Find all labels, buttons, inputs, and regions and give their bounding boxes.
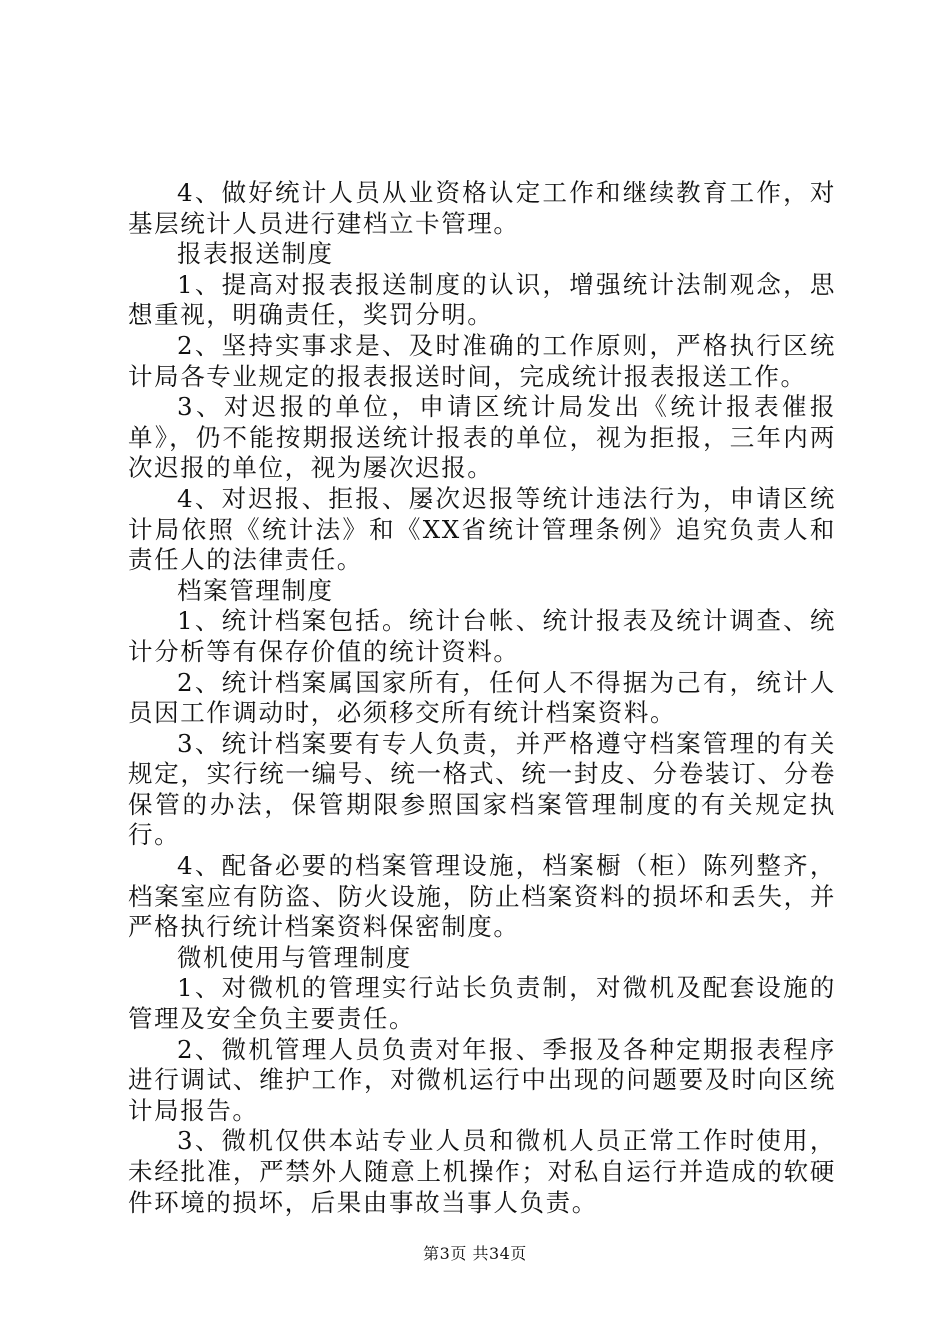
section-heading-report-submission: 报表报送制度 — [177, 239, 334, 269]
paragraph-archive-item-1: 1、统计档案包括。统计台帐、统计报表及统计调查、统计分析等有保存价值的统计资料。 — [128, 606, 836, 666]
section-heading-archive-management: 档案管理制度 — [177, 575, 334, 605]
section-heading-computer-management: 微机使用与管理制度 — [177, 942, 412, 972]
paragraph-report-item-3: 3、对迟报的单位，申请区统计局发出《统计报表催报单》，仍不能按期报送统计报表的单位，视为拒报，三年内两次迟报的单位，视为屡次迟报。 — [128, 392, 836, 483]
paragraph-archive-item-3: 3、统计档案要有专人负责，并严格遵守档案管理的有关规定，实行统一编号、统一格式、统一封皮、分卷装订、分卷保管的办法，保管期限参照国家档案管理制度的有关规定执行。 — [128, 728, 836, 850]
document-body — [128, 178, 836, 1218]
paragraph-computer-item-2: 2、微机管理人员负责对年报、季报及各种定期报表程序进行调试、维护工作，对微机运行中出现的问题要及时向区统计局报告。 — [128, 1034, 836, 1125]
page-number-footer: 第3页 共34页 — [423, 1244, 527, 1263]
paragraph-archive-item-4: 4、配备必要的档案管理设施，档案橱（柜）陈列整齐，档案室应有防盗、防火设施，防止档案资料的损坏和丢失，并严格执行统计档案资料保密制度。 — [128, 851, 836, 942]
paragraph-cert-item-4: 4、做好统计人员从业资格认定工作和继续教育工作，对基层统计人员进行建档立卡管理。 — [128, 178, 836, 238]
paragraph-computer-item-3: 3、微机仅供本站专业人员和微机人员正常工作时使用，未经批准，严禁外人随意上机操作；对私自运行并造成的软硬件环境的损坏，后果由事故当事人负责。 — [128, 1126, 836, 1217]
paragraph-report-item-4: 4、对迟报、拒报、屡次迟报等统计违法行为，申请区统计局依照《统计法》和《XX省统计管理条例》追究负责人和责任人的法律责任。 — [128, 483, 836, 575]
paragraph-archive-item-2: 2、统计档案属国家所有，任何人不得据为己有，统计人员因工作调动时，必须移交所有统计档案资料。 — [128, 667, 836, 728]
paragraph-report-item-2: 2、坚持实事求是、及时准确的工作原则，严格执行区统计局各专业规定的报表报送时间，完成统计报表报送工作。 — [128, 330, 836, 391]
paragraph-report-item-1: 1、提高对报表报送制度的认识，增强统计法制观念，思想重视，明确责任，奖罚分明。 — [128, 269, 836, 330]
paragraph-computer-item-1: 1、对微机的管理实行站长负责制，对微机及配套设施的管理及安全负主要责任。 — [128, 973, 836, 1034]
